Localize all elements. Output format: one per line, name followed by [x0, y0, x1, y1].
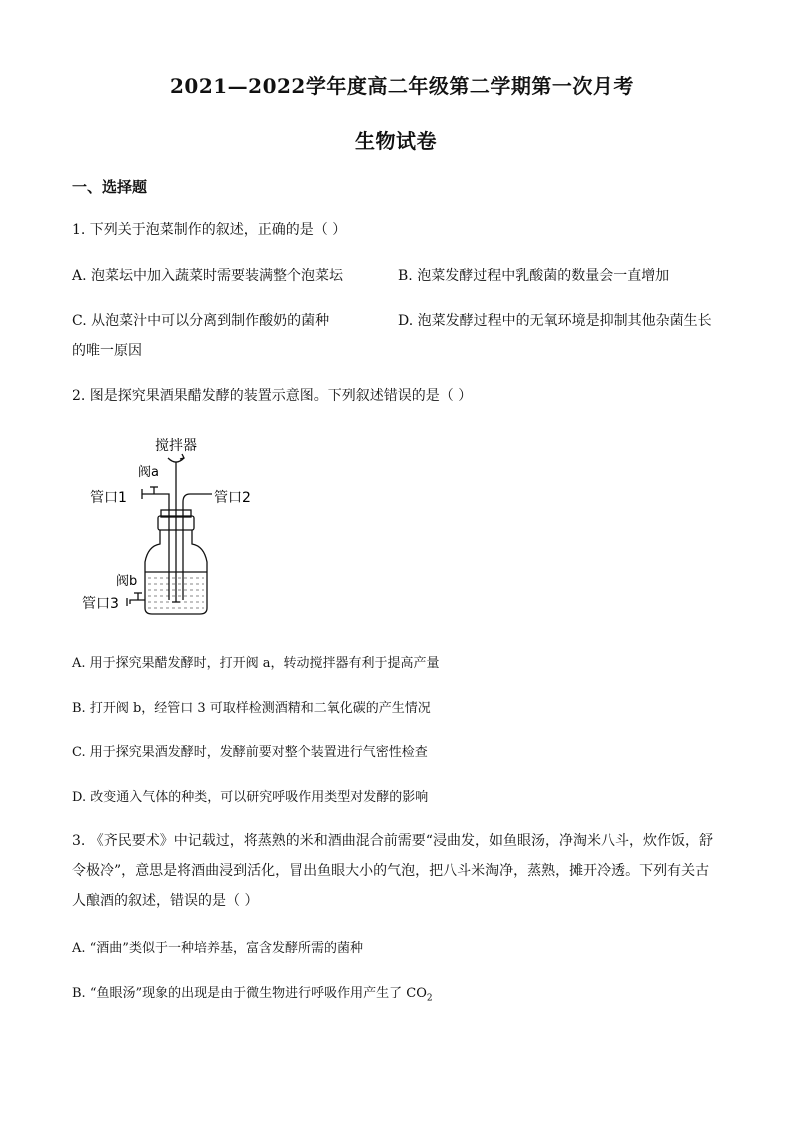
- q1-option-c: C. 从泡菜汁中可以分离到制作酸奶的菌种: [72, 313, 330, 329]
- q3-stem-line1: 3. 《齐民要术》中记载过，将蒸熟的米和酒曲混合前需要“浸曲发，如鱼眼汤，净淘米八斗，炊作饭，舒: [72, 833, 713, 849]
- q3-stem-line2: 令极冷”，意思是将酒曲浸到活化，冒出鱼眼大小的气泡，把八斗米淘净，蒸熟，摊开冷透。下列有关古: [72, 863, 710, 879]
- q1-option-a: A. 泡菜坛中加入蔬菜时需要装满整个泡菜坛: [72, 268, 344, 284]
- section-heading: 一、选择题: [72, 178, 148, 196]
- q2-option-a: A. 用于探究果醋发酵时，打开阀 a，转动搅拌器有利于提高产量: [72, 656, 440, 671]
- q3-stem-line3: 人酿酒的叙述，错误的是（ ）: [72, 893, 259, 909]
- label-port1: 管口1: [90, 490, 127, 506]
- fermentation-apparatus-figure: [72, 432, 272, 617]
- q1-stem: 1. 下列关于泡菜制作的叙述，正确的是（ ）: [72, 222, 347, 238]
- q3-option-b: [72, 982, 433, 1004]
- q2-option-d: D. 改变通入气体的种类，可以研究呼吸作用类型对发酵的影响: [72, 790, 429, 805]
- q1-option-d: D. 泡菜发酵过程中的无氧环境是抑制其他杂菌生长: [398, 313, 712, 329]
- q3-option-b-subscript: 2: [426, 993, 433, 1004]
- label-port2: 管口2: [214, 490, 251, 506]
- q3-option-a: A. “酒曲”类似于一种培养基，富含发酵所需的菌种: [72, 941, 363, 956]
- page-subtitle: 生物试卷: [355, 129, 437, 153]
- q3-option-b-text: B. “鱼眼汤”现象的出现是由于微生物进行呼吸作用产生了 CO: [72, 986, 427, 1001]
- page-title: 2021—2022学年度高二年级第二学期第一次月考: [170, 74, 634, 98]
- q1-option-d-cont: 的唯一原因: [72, 343, 142, 359]
- q2-stem: 2. 图是探究果酒果醋发酵的装置示意图。下列叙述错误的是（ ）: [72, 388, 473, 404]
- q2-option-b: B. 打开阀 b，经管口 3 可取样检测酒精和二氧化碳的产生情况: [72, 701, 431, 716]
- q2-option-c: C. 用于探究果酒发酵时，发酵前要对整个装置进行气密性检查: [72, 745, 428, 760]
- label-stirrer: 搅拌器: [155, 438, 197, 454]
- q1-option-b: B. 泡菜发酵过程中乳酸菌的数量会一直增加: [398, 268, 670, 284]
- label-valve-b: 阀b: [116, 574, 138, 589]
- label-valve-a: 阀a: [138, 465, 159, 480]
- label-port3: 管口3: [82, 596, 119, 612]
